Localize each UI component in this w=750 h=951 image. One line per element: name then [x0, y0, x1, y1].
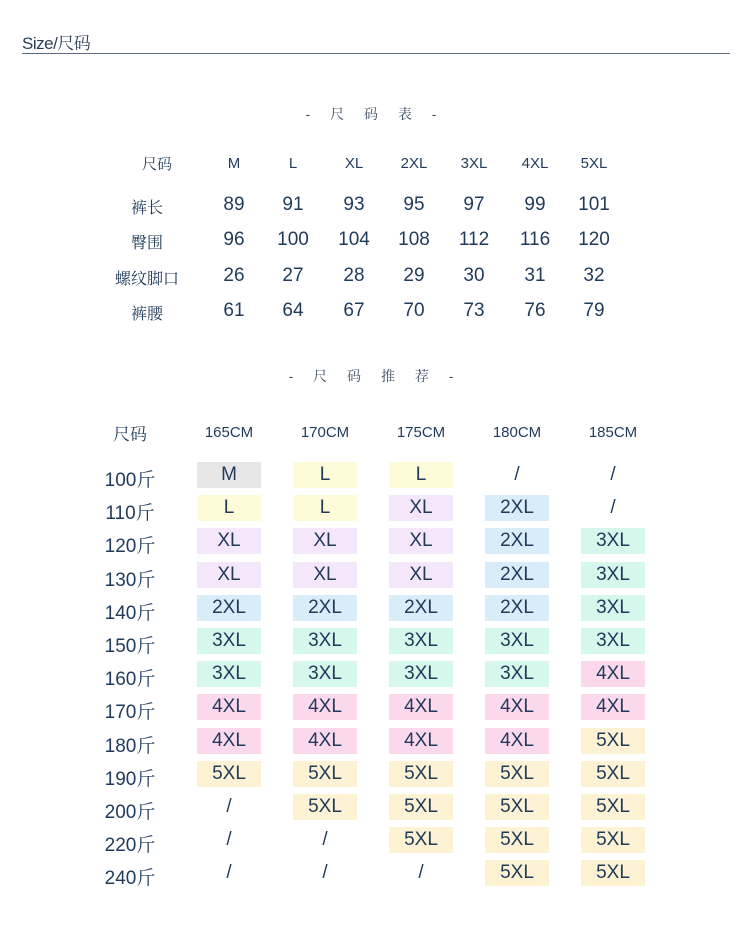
size-chart-cell: 99	[524, 194, 546, 215]
recommend-size-cell: 5XL	[389, 761, 453, 787]
recommend-weight-label: 220斤	[104, 835, 156, 857]
size-chart-col-header: 3XL	[460, 155, 488, 172]
recommend-size-cell: 4XL	[197, 694, 261, 720]
recommend-weight-label: 240斤	[104, 868, 156, 890]
recommend-size-cell: 5XL	[293, 794, 357, 820]
recommend-size-cell: 2XL	[389, 595, 453, 621]
size-chart-cell: 120	[578, 229, 610, 250]
recommend-size-cell: XL	[389, 495, 453, 521]
recommend-size-cell: /	[322, 829, 328, 851]
size-chart-cell: 67	[343, 300, 365, 321]
recommend-size-cell: 3XL	[581, 562, 645, 588]
recommend-size-cell: 5XL	[581, 794, 645, 820]
recommend-size-cell: 3XL	[197, 628, 261, 654]
recommend-size-cell: 5XL	[485, 860, 549, 886]
size-chart-cell: 30	[463, 265, 485, 286]
size-chart-cell: 70	[403, 300, 425, 321]
recommend-size-cell: 3XL	[293, 661, 357, 687]
recommend-size-cell: 5XL	[581, 761, 645, 787]
size-chart-cell: 91	[282, 194, 304, 215]
size-chart-cell: 112	[458, 229, 490, 250]
recommend-size-cell: XL	[389, 528, 453, 554]
size-chart-cell: 97	[463, 194, 485, 215]
recommend-size-cell: 5XL	[293, 761, 357, 787]
recommend-size-cell: 4XL	[197, 728, 261, 754]
recommend-weight-label: 100斤	[104, 470, 156, 491]
recommend-size-cell: 3XL	[293, 628, 357, 654]
recommend-corner: 尺码	[113, 425, 147, 444]
size-chart-row-label: 裤长	[130, 200, 163, 217]
recommend-size-cell: 4XL	[293, 728, 357, 754]
recommend-size-cell: XL	[197, 528, 261, 554]
recommend-size-cell: L	[293, 495, 357, 521]
size-chart-cell: 27	[282, 265, 304, 286]
recommend-size-cell: /	[226, 829, 232, 851]
recommend-size-cell: L	[293, 462, 357, 488]
size-chart-col-header: L	[288, 155, 298, 172]
size-chart-cell: 100	[277, 229, 309, 250]
size-chart-col-header: 4XL	[521, 155, 549, 172]
recommend-size-cell: 5XL	[581, 728, 645, 754]
recommend-weight-label: 190斤	[104, 768, 156, 790]
recommend-size-cell: 5XL	[389, 827, 453, 853]
recommend-weight-label: 120斤	[104, 536, 156, 558]
size-chart-cell: 101	[578, 194, 610, 215]
recommend-weight-label: 150斤	[104, 636, 156, 657]
size-chart-cell: 89	[223, 194, 245, 215]
recommend-size-cell: XL	[293, 528, 357, 554]
recommend-size-cell: XL	[197, 562, 261, 588]
recommend-weight-label: 130斤	[104, 569, 156, 591]
recommend-size-cell: 4XL	[389, 728, 453, 754]
recommend-size-cell: /	[226, 862, 232, 884]
recommend-size-cell: 5XL	[485, 827, 549, 853]
section-header-label: Size/尺码	[22, 34, 91, 53]
size-chart-col-header: M	[227, 155, 241, 172]
recommend-size-cell: /	[322, 862, 328, 884]
size-chart-col-header: 5XL	[580, 155, 608, 172]
recommend-size-cell: 3XL	[581, 628, 645, 654]
size-chart-cell: 64	[282, 300, 304, 321]
size-chart-row-label: 螺纹脚口	[114, 271, 179, 288]
recommend-weight-label: 170斤	[104, 702, 156, 724]
recommend-weight-label: 180斤	[104, 735, 156, 757]
size-chart-cell: 61	[223, 300, 245, 321]
size-chart-cell: 116	[519, 229, 551, 250]
recommend-size-cell: 3XL	[485, 661, 549, 687]
recommend-size-cell: /	[610, 497, 616, 519]
recommend-size-cell: 4XL	[293, 694, 357, 720]
size-chart-col-header: 2XL	[400, 155, 428, 172]
recommend-size-cell: 5XL	[197, 761, 261, 787]
recommend-size-cell: 3XL	[485, 628, 549, 654]
recommend-size-cell: 4XL	[485, 728, 549, 754]
size-chart-corner: 尺码	[141, 156, 172, 173]
recommend-size-cell: XL	[389, 562, 453, 588]
recommend-size-cell: 4XL	[581, 661, 645, 687]
size-chart-cell: 32	[583, 265, 605, 286]
recommend-size-cell: 3XL	[581, 528, 645, 554]
recommend-size-cell: 3XL	[389, 661, 453, 687]
size-chart-cell: 108	[398, 229, 430, 250]
recommend-size-cell: 2XL	[485, 495, 549, 521]
recommend-size-cell: /	[610, 464, 616, 485]
size-chart-cell: 95	[403, 194, 425, 215]
recommend-size-cell: XL	[293, 562, 357, 588]
recommend-weight-label: 110斤	[105, 503, 155, 525]
recommend-size-cell: 5XL	[581, 827, 645, 853]
recommend-weight-label: 140斤	[104, 602, 156, 624]
recommend-size-cell: 4XL	[389, 694, 453, 720]
recommend-size-cell: M	[197, 462, 261, 488]
recommend-weight-label: 160斤	[104, 669, 156, 691]
recommend-size-cell: 2XL	[485, 595, 549, 621]
recommend-col-header: 180CM	[492, 424, 542, 441]
size-chart-cell: 28	[343, 265, 365, 286]
recommend-size-cell: 5XL	[389, 794, 453, 820]
recommend-size-cell: 5XL	[581, 860, 645, 886]
recommend-size-cell: 5XL	[485, 761, 549, 787]
recommend-size-cell: L	[389, 462, 453, 488]
recommend-weight-label: 200斤	[104, 802, 156, 823]
size-recommend-title: - 尺 码 推 荐 -	[288, 368, 462, 384]
recommend-size-cell: /	[226, 796, 232, 817]
size-chart-row-label: 裤腰	[130, 306, 163, 323]
size-chart-cell: 104	[338, 229, 370, 250]
size-chart-cell: 96	[223, 229, 245, 250]
recommend-size-cell: 3XL	[197, 661, 261, 687]
size-chart-cell: 73	[463, 300, 485, 321]
size-chart-cell: 31	[524, 265, 546, 286]
size-chart-cell: 26	[223, 265, 245, 286]
size-chart-title: - 尺 码 表 -	[305, 106, 445, 122]
recommend-size-cell: 3XL	[581, 595, 645, 621]
size-chart-cell: 29	[403, 265, 425, 286]
recommend-size-cell: /	[514, 464, 520, 485]
recommend-size-cell: 4XL	[485, 694, 549, 720]
recommend-size-cell: 4XL	[581, 694, 645, 720]
recommend-size-cell: 2XL	[485, 528, 549, 554]
recommend-col-header: 165CM	[204, 424, 254, 441]
size-chart-cell: 76	[524, 300, 546, 321]
recommend-size-cell: 2XL	[293, 595, 357, 621]
size-chart-col-header: XL	[344, 155, 364, 172]
recommend-size-cell: 3XL	[389, 628, 453, 654]
size-chart-cell: 79	[583, 300, 605, 321]
size-chart-row-label: 臀围	[130, 235, 163, 252]
recommend-size-cell: 2XL	[197, 595, 261, 621]
recommend-size-cell: L	[197, 495, 261, 521]
recommend-col-header: 170CM	[300, 424, 350, 441]
recommend-col-header: 175CM	[396, 424, 446, 441]
recommend-col-header: 185CM	[588, 424, 638, 441]
recommend-size-cell: /	[418, 862, 424, 884]
recommend-size-cell: 5XL	[485, 794, 549, 820]
size-chart-cell: 93	[343, 194, 365, 215]
header-divider	[22, 53, 730, 54]
recommend-size-cell: 2XL	[485, 562, 549, 588]
